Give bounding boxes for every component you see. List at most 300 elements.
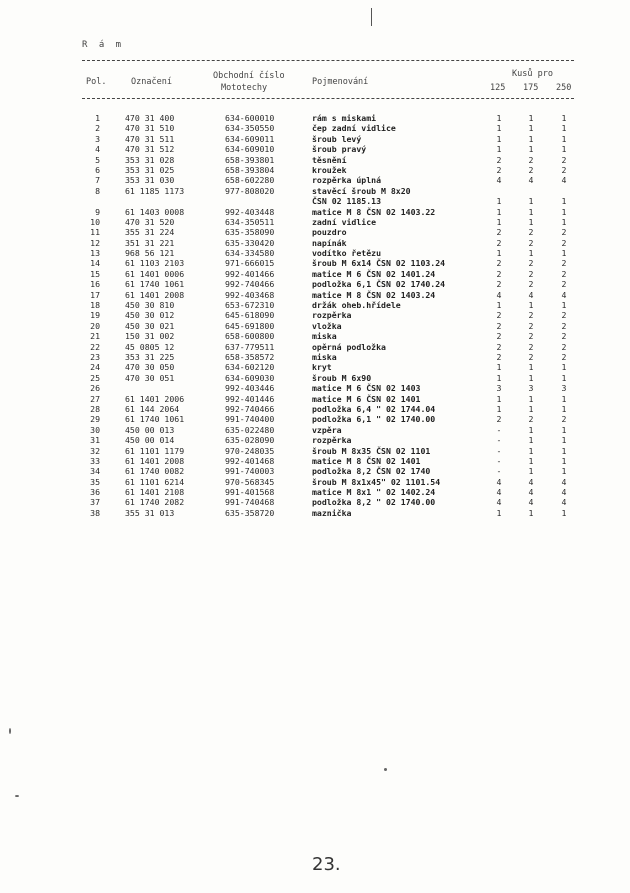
name-line: těsnění — [312, 154, 347, 165]
qty-175-cell: 2 — [528, 414, 534, 425]
name-cell — [312, 175, 381, 185]
code-cell: 992-401466 — [225, 268, 275, 279]
qty-175-cell: 2 — [528, 352, 534, 362]
name-cell — [312, 279, 445, 289]
mark-cell: 61 1185 1173 — [125, 185, 185, 196]
pos-cell: 4 — [95, 144, 100, 155]
mark-cell: 353 31 225 — [125, 352, 175, 362]
qty-250-cell: 1 — [561, 206, 567, 217]
name-line: podložka 6,1 " 02 1740.00 — [312, 414, 436, 425]
name-line: matice M 8 ČSN 02 1403.22 — [312, 206, 436, 217]
name-cell — [312, 394, 420, 404]
mark-cell: 450 30 012 — [125, 310, 175, 321]
qty-125-cell: 2 — [496, 279, 502, 290]
qty-175-cell: 1 — [528, 196, 534, 207]
qty-250-cell: 2 — [561, 258, 567, 269]
qty-250-cell: 1 — [561, 300, 567, 311]
name-cell — [312, 331, 337, 341]
qty-175-cell: 2 — [528, 164, 534, 175]
qty-125-cell: 1 — [496, 123, 502, 134]
mark-cell: 968 56 121 — [125, 248, 175, 259]
name-line: podložka 6,4 " 02 1744.04 — [312, 403, 436, 414]
pos-cell: 25 — [90, 372, 100, 383]
qty-250-cell: 2 — [561, 352, 567, 362]
mark-cell: 61 1103 2103 — [125, 258, 185, 269]
table-row — [0, 165, 630, 175]
table-row — [0, 227, 630, 237]
name-line: vložka — [312, 320, 342, 331]
qty-250-cell: 2 — [561, 237, 567, 248]
qty-250-cell: 2 — [561, 414, 567, 425]
code-cell: 971-666015 — [225, 258, 275, 269]
qty-175-cell: 1 — [528, 144, 534, 155]
qty-125-cell: - — [496, 466, 502, 477]
qty-250-cell: 1 — [561, 403, 567, 414]
table-row — [0, 477, 630, 487]
qty-250-cell: 1 — [561, 393, 567, 404]
qty-125-cell: 1 — [496, 507, 502, 518]
name-line: podložka 8,2 ČSN 02 1740 — [312, 466, 431, 477]
mark-cell: 353 31 025 — [125, 164, 175, 175]
qty-250-cell: 2 — [561, 279, 567, 290]
table-row — [0, 352, 630, 362]
table-row — [0, 217, 630, 227]
mark-cell: 61 1740 0082 — [125, 466, 185, 477]
name-line: šroub pravý — [312, 144, 367, 155]
pos-cell: 26 — [90, 383, 100, 394]
mark-cell: 351 31 221 — [125, 237, 175, 248]
qty-175-cell: 1 — [528, 206, 534, 217]
code-cell: 634-602120 — [225, 362, 275, 373]
name-line: šroub M 8x35 ČSN 02 1101 — [312, 445, 431, 456]
qty-125-cell: 2 — [496, 258, 502, 269]
pos-cell: 17 — [90, 289, 100, 300]
qty-250-cell: 3 — [561, 383, 567, 394]
name-cell — [312, 321, 342, 331]
qty-250-cell: 4 — [561, 497, 567, 508]
pos-cell: 18 — [90, 300, 100, 311]
qty-125-cell: 1 — [496, 248, 502, 259]
qty-125-cell: 1 — [496, 133, 502, 144]
pos-cell: 7 — [95, 175, 100, 186]
header-rule-bottom — [82, 98, 574, 99]
code-cell: 634-350511 — [225, 216, 275, 227]
code-cell: 658-393804 — [225, 164, 275, 175]
code-cell: 634-609010 — [225, 144, 275, 155]
qty-175-cell: 1 — [528, 372, 534, 383]
table-row — [0, 300, 630, 310]
qty-125-cell: 2 — [496, 414, 502, 425]
qty-125-cell: - — [496, 424, 502, 435]
mark-cell: 61 1401 2008 — [125, 455, 185, 466]
qty-175-cell: 1 — [528, 466, 534, 477]
table-row — [0, 134, 630, 144]
qty-175-cell: 4 — [528, 476, 534, 487]
mark-cell: 353 31 028 — [125, 154, 175, 165]
name-line: vzpěra — [312, 424, 342, 435]
table-row — [0, 310, 630, 320]
qty-125-cell: 2 — [496, 237, 502, 248]
qty-250-cell: 2 — [561, 227, 567, 238]
name-cell — [312, 238, 347, 248]
name-cell — [312, 300, 401, 310]
name-line: matice M 6 ČSN 02 1403 — [312, 383, 421, 394]
qty-250-cell: 1 — [561, 362, 567, 373]
mark-cell: 61 144 2064 — [125, 403, 180, 414]
name-line: držák oheb.hřídele — [312, 300, 401, 311]
table-row — [0, 456, 630, 466]
pos-cell: 5 — [95, 154, 100, 165]
name-line: matice M 6 ČSN 02 1401.24 — [312, 268, 436, 279]
qty-175-cell: 4 — [528, 487, 534, 498]
name-line: miska — [312, 331, 337, 342]
mark-cell: 470 31 520 — [125, 216, 175, 227]
qty-125-cell: 1 — [496, 362, 502, 373]
name-line: šroub M 6x14 ČSN 02 1103.24 — [312, 258, 446, 269]
pos-cell: 22 — [90, 341, 100, 352]
qty-250-cell: 1 — [561, 424, 567, 435]
name-cell — [312, 217, 376, 227]
name-line: kryt — [312, 362, 332, 373]
table-row — [0, 331, 630, 341]
name-line: podložka 8,2 " 02 1740.00 — [312, 497, 436, 508]
table-row — [0, 123, 630, 133]
name-cell — [312, 352, 337, 362]
table-row — [0, 258, 630, 268]
qty-175-cell: 1 — [528, 507, 534, 518]
table-row — [0, 446, 630, 456]
qty-125-cell: 2 — [496, 154, 502, 165]
qty-125-cell: 4 — [496, 289, 502, 300]
name-cell — [312, 497, 435, 507]
table-row — [0, 321, 630, 331]
pos-cell: 8 — [95, 185, 100, 196]
qty-250-cell: 1 — [561, 113, 567, 123]
name-line: čep zadní vidlice — [312, 123, 396, 134]
qty-250-cell: 4 — [561, 175, 567, 186]
qty-175-cell: 1 — [528, 133, 534, 144]
name-line: rozpěrka úplná — [312, 175, 382, 186]
qty-250-cell: 1 — [561, 133, 567, 144]
code-cell: 992-403446 — [225, 383, 275, 394]
qty-175-cell: 1 — [528, 362, 534, 373]
qty-125-cell: 1 — [496, 216, 502, 227]
qty-125-cell: - — [496, 435, 502, 446]
name-line: šroub levý — [312, 133, 362, 144]
code-cell: 970-248035 — [225, 445, 275, 456]
pos-cell: 34 — [90, 466, 100, 477]
code-cell: 634-350550 — [225, 123, 275, 134]
qty-125-cell: 1 — [496, 300, 502, 311]
name-cell — [312, 487, 435, 497]
qty-175-cell: 2 — [528, 331, 534, 342]
qty-125-cell: 2 — [496, 320, 502, 331]
code-cell: 634-609030 — [225, 372, 275, 383]
table-row — [0, 373, 630, 383]
name-cell — [312, 113, 376, 123]
code-cell: 991-740468 — [225, 497, 275, 508]
pos-cell: 15 — [90, 268, 100, 279]
name-cell — [312, 207, 435, 217]
qty-175-cell: 1 — [528, 445, 534, 456]
qty-125-cell: 1 — [496, 372, 502, 383]
code-cell: 658-600800 — [225, 331, 275, 342]
name-cell — [312, 414, 435, 424]
code-cell: 634-334580 — [225, 248, 275, 259]
mark-cell: 355 31 224 — [125, 227, 175, 238]
pos-cell: 1 — [95, 113, 100, 123]
name-line: matice M 8 ČSN 02 1403.24 — [312, 289, 436, 300]
code-cell: 658-393801 — [225, 154, 275, 165]
header-qty-175: 175 — [523, 83, 539, 93]
mark-cell: 470 30 050 — [125, 362, 175, 373]
mark-cell: 150 31 002 — [125, 331, 175, 342]
name-line: kroužek — [312, 164, 347, 175]
table-row — [0, 279, 630, 289]
qty-175-cell: 2 — [528, 268, 534, 279]
qty-175-cell: 1 — [528, 248, 534, 259]
name-cell — [312, 342, 386, 352]
code-cell: 991-740003 — [225, 466, 275, 477]
qty-250-cell: 1 — [561, 455, 567, 466]
pos-cell: 29 — [90, 414, 100, 425]
qty-175-cell: 2 — [528, 237, 534, 248]
name-cell — [312, 435, 351, 445]
mark-cell: 450 30 810 — [125, 300, 175, 311]
name-line: stavěcí šroub M 8x20 — [312, 185, 411, 196]
qty-125-cell: 4 — [496, 497, 502, 508]
qty-175-cell: 1 — [528, 300, 534, 311]
name-line: napínák — [312, 237, 347, 248]
table-row — [0, 497, 630, 507]
header-mark: Označení — [131, 77, 172, 87]
table-row — [0, 113, 630, 123]
qty-125-cell: 4 — [496, 175, 502, 186]
table-row — [0, 404, 630, 414]
pos-cell: 38 — [90, 507, 100, 518]
table-row — [0, 155, 630, 165]
qty-250-cell: 1 — [561, 144, 567, 155]
qty-250-cell: 4 — [561, 487, 567, 498]
mark-cell: 61 1740 1061 — [125, 414, 185, 425]
mark-cell: 470 31 512 — [125, 144, 175, 155]
qty-250-cell: 1 — [561, 435, 567, 446]
qty-125-cell: 2 — [496, 310, 502, 321]
pos-cell: 20 — [90, 320, 100, 331]
code-cell: 635-028090 — [225, 435, 275, 446]
name-line: šroub M 6x90 — [312, 372, 372, 383]
qty-175-cell: 2 — [528, 320, 534, 331]
qty-125-cell: 2 — [496, 352, 502, 362]
header-qty: Kusů pro — [512, 69, 553, 79]
name-cell — [312, 404, 435, 414]
pos-cell: 37 — [90, 497, 100, 508]
name-line: zadní vidlice — [312, 216, 377, 227]
parts-table — [0, 113, 630, 518]
qty-125-cell: - — [496, 455, 502, 466]
header-pos: Pol. — [86, 77, 107, 87]
mark-cell: 470 31 510 — [125, 123, 175, 134]
qty-175-cell: 2 — [528, 279, 534, 290]
mark-cell: 61 1401 2108 — [125, 487, 185, 498]
pos-cell: 31 — [90, 435, 100, 446]
qty-250-cell: 2 — [561, 310, 567, 321]
mark-cell: 61 1401 2008 — [125, 289, 185, 300]
name-line: vodítko řetězu — [312, 248, 382, 259]
name-cell — [312, 144, 366, 154]
name-cell — [312, 477, 440, 487]
qty-175-cell: 1 — [528, 393, 534, 404]
pos-cell: 2 — [95, 123, 100, 134]
qty-250-cell: 2 — [561, 268, 567, 279]
code-cell: 634-609011 — [225, 133, 275, 144]
qty-125-cell: 2 — [496, 164, 502, 175]
mark-cell: 470 31 511 — [125, 133, 175, 144]
name-cell — [312, 310, 351, 320]
table-row — [0, 342, 630, 352]
pos-cell: 28 — [90, 403, 100, 414]
qty-125-cell: 1 — [496, 393, 502, 404]
name-line: matice M 6 ČSN 02 1401 — [312, 393, 421, 404]
qty-250-cell: 4 — [561, 289, 567, 300]
qty-175-cell: 1 — [528, 435, 534, 446]
name-cell — [312, 373, 371, 383]
table-row — [0, 290, 630, 300]
pos-cell: 23 — [90, 352, 100, 362]
name-cell — [312, 134, 361, 144]
table-row — [0, 414, 630, 424]
code-cell: 634-600010 — [225, 113, 275, 123]
qty-175-cell: 2 — [528, 258, 534, 269]
code-cell: 992-740466 — [225, 279, 275, 290]
pos-cell: 21 — [90, 331, 100, 342]
table-row — [0, 435, 630, 445]
code-cell: 977-808020 — [225, 185, 275, 196]
qty-175-cell: 2 — [528, 154, 534, 165]
name-line: podložka 6,1 ČSN 02 1740.24 — [312, 279, 446, 290]
pos-cell: 27 — [90, 393, 100, 404]
table-row — [0, 207, 630, 217]
qty-175-cell: 2 — [528, 341, 534, 352]
qty-250-cell: 1 — [561, 216, 567, 227]
pos-cell: 11 — [90, 227, 100, 238]
mark-cell: 61 1401 0006 — [125, 268, 185, 279]
qty-250-cell: 1 — [561, 123, 567, 134]
pos-cell: 19 — [90, 310, 100, 321]
name-line: maznička — [312, 507, 352, 518]
name-cell — [312, 269, 435, 279]
qty-175-cell: 4 — [528, 175, 534, 186]
code-cell: 658-358572 — [225, 352, 275, 362]
table-row — [0, 487, 630, 497]
mark-cell: 45 0805 12 — [125, 341, 175, 352]
code-cell: 992-740466 — [225, 403, 275, 414]
pos-cell: 9 — [95, 206, 100, 217]
qty-250-cell: 1 — [561, 196, 567, 207]
name-cell — [312, 508, 351, 518]
qty-250-cell: 1 — [561, 466, 567, 477]
table-row — [0, 466, 630, 476]
table-row — [0, 144, 630, 154]
paper-speck — [15, 795, 19, 797]
name-line: rám s miskami — [312, 113, 377, 123]
qty-175-cell: 2 — [528, 310, 534, 321]
code-cell: 635-330420 — [225, 237, 275, 248]
qty-175-cell: 4 — [528, 497, 534, 508]
mark-cell: 61 1101 6214 — [125, 476, 185, 487]
header-qty-250: 250 — [556, 83, 572, 93]
pos-cell: 24 — [90, 362, 100, 373]
header-qty-125: 125 — [490, 83, 506, 93]
name-cell — [312, 290, 435, 300]
name-line: opěrná podložka — [312, 341, 386, 352]
pos-cell: 36 — [90, 487, 100, 498]
pos-cell: 16 — [90, 279, 100, 290]
qty-175-cell: 1 — [528, 424, 534, 435]
table-row — [0, 248, 630, 258]
qty-125-cell: 4 — [496, 487, 502, 498]
mark-cell: 450 00 013 — [125, 424, 175, 435]
pos-cell: 32 — [90, 445, 100, 456]
mark-cell: 470 31 400 — [125, 113, 175, 123]
code-cell: 653-672310 — [225, 300, 275, 311]
name-cell — [312, 258, 445, 268]
name-cell — [312, 383, 420, 393]
qty-125-cell: 1 — [496, 206, 502, 217]
qty-175-cell: 4 — [528, 289, 534, 300]
qty-250-cell: 2 — [561, 320, 567, 331]
section-title: R á m — [82, 40, 125, 50]
qty-125-cell: 1 — [496, 113, 502, 123]
table-row — [0, 394, 630, 404]
qty-250-cell: 2 — [561, 154, 567, 165]
page-number: 23. — [312, 854, 341, 875]
pos-cell: 14 — [90, 258, 100, 269]
qty-175-cell: 1 — [528, 123, 534, 134]
code-cell: 992-401446 — [225, 393, 275, 404]
code-cell: 991-401568 — [225, 487, 275, 498]
qty-175-cell: 3 — [528, 383, 534, 394]
code-cell: 992-401468 — [225, 455, 275, 466]
mark-cell: 450 30 021 — [125, 320, 175, 331]
qty-125-cell: 3 — [496, 383, 502, 394]
name-cell — [312, 466, 430, 476]
margin-mark — [371, 8, 372, 26]
qty-250-cell: 1 — [561, 445, 567, 456]
table-row — [0, 508, 630, 518]
name-line: šroub M 8x1x45" 02 1101.54 — [312, 476, 441, 487]
table-row — [0, 175, 630, 185]
qty-125-cell: 1 — [496, 144, 502, 155]
pos-cell: 12 — [90, 237, 100, 248]
name-cell — [312, 227, 347, 237]
code-cell: 658-602280 — [225, 175, 275, 186]
code-cell: 645-618090 — [225, 310, 275, 321]
header-name: Pojmenování — [312, 77, 369, 87]
qty-175-cell: 1 — [528, 455, 534, 466]
pos-cell: 13 — [90, 248, 100, 259]
paper-speck — [9, 728, 11, 734]
qty-125-cell: 1 — [496, 403, 502, 414]
table-row — [0, 362, 630, 372]
name-cell — [312, 155, 347, 165]
name-line: pouzdro — [312, 227, 347, 238]
qty-125-cell: - — [496, 445, 502, 456]
qty-175-cell: 1 — [528, 403, 534, 414]
header-rule-top — [82, 60, 574, 61]
table-row — [0, 269, 630, 279]
pos-cell: 3 — [95, 133, 100, 144]
